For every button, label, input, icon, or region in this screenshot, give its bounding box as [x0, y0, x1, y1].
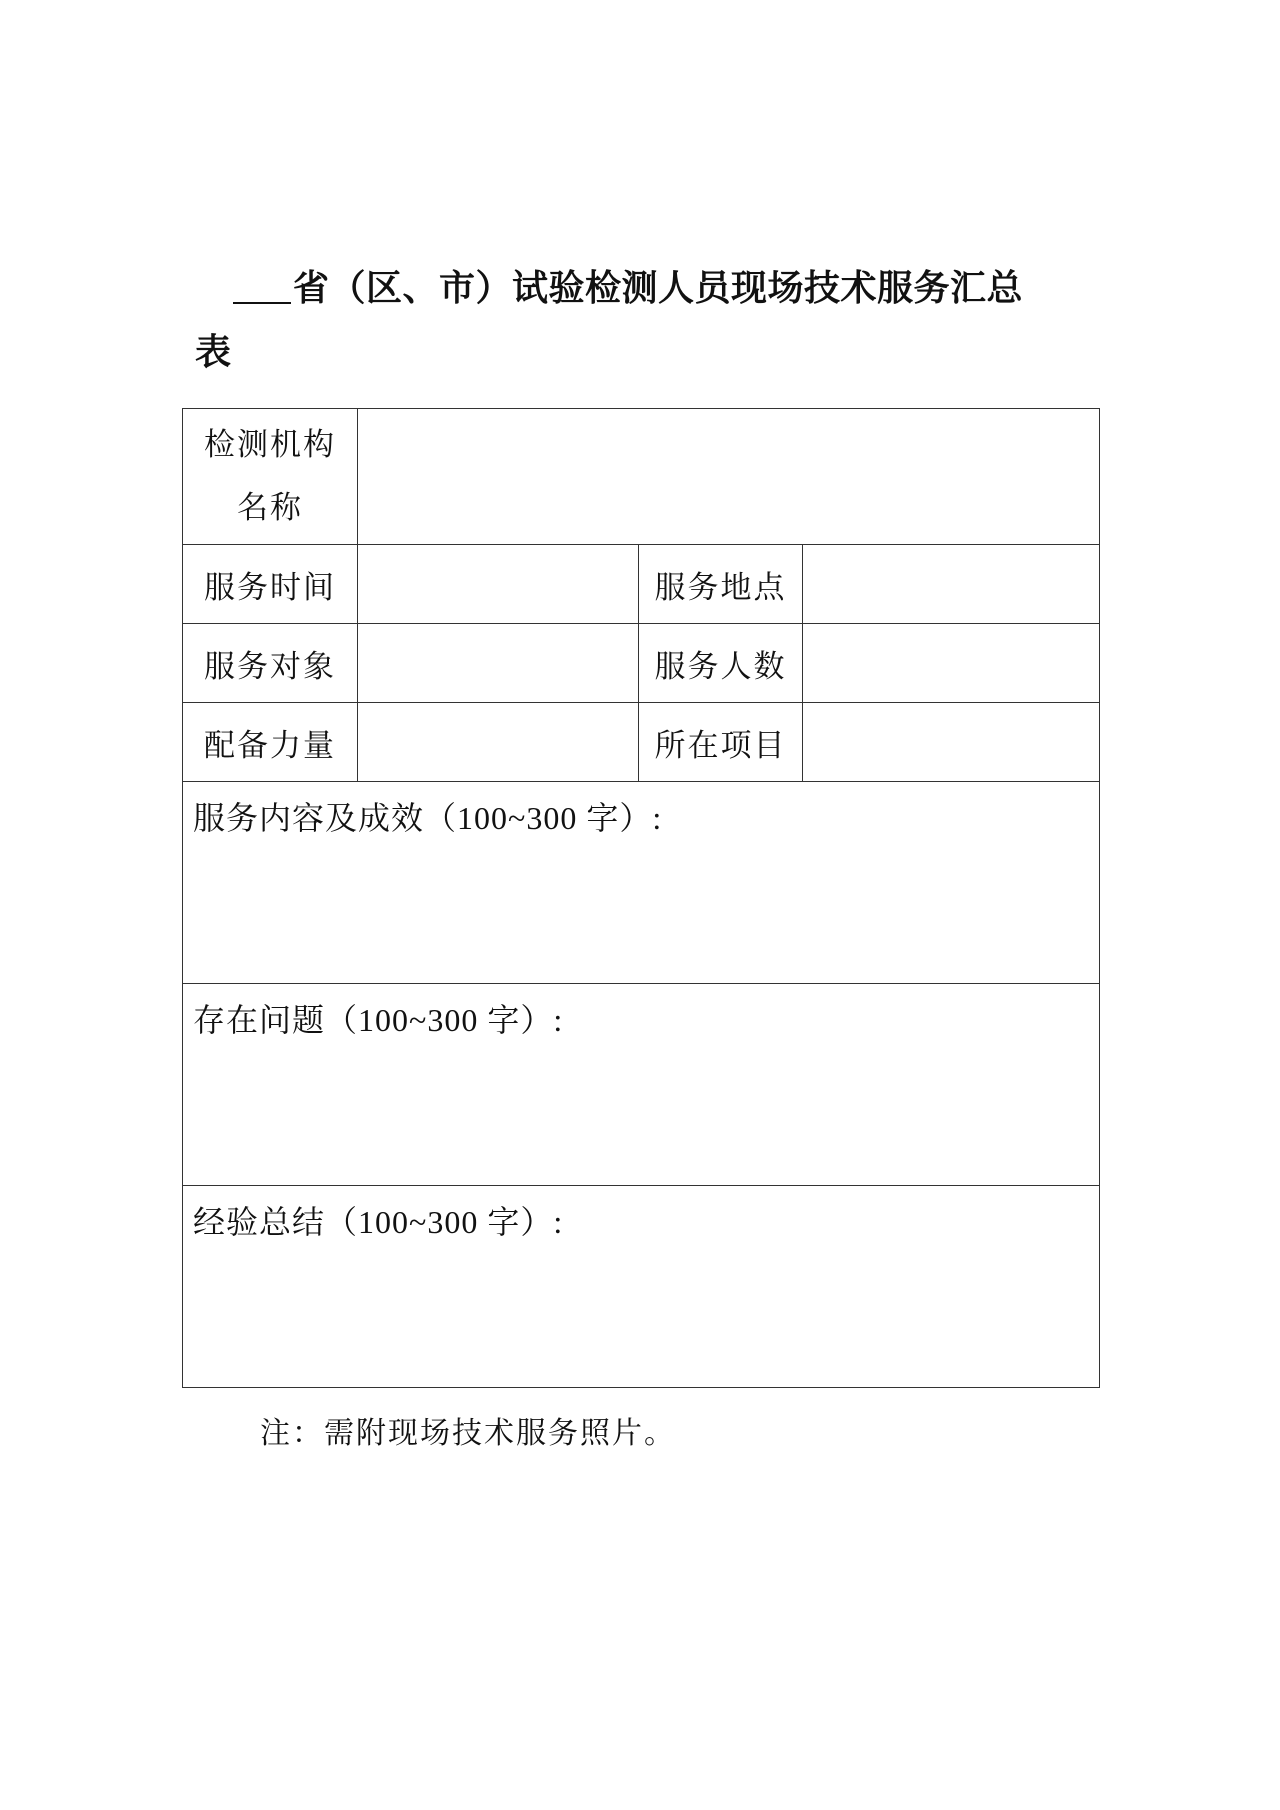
institution-name-label-line2: 名称 — [237, 489, 303, 526]
institution-name-label-line1: 检测机构 — [204, 426, 336, 463]
page-title-text: 省（区、市）试验检测人员现场技术服务汇总 — [293, 268, 1024, 308]
service-target-field[interactable] — [358, 624, 639, 703]
service-content-label: 服务内容及成效（100~300 字）: — [193, 800, 663, 836]
staffing-field[interactable] — [358, 703, 639, 782]
institution-name-field[interactable] — [358, 409, 1100, 545]
staffing-label: 配备力量 — [183, 703, 358, 782]
service-time-field[interactable] — [358, 545, 639, 624]
form-row-time-location — [183, 545, 1100, 624]
service-headcount-label: 服务人数 — [639, 624, 803, 703]
service-location-field[interactable] — [803, 545, 1100, 624]
experience-summary-field[interactable] — [183, 1186, 1100, 1388]
service-headcount-field[interactable] — [803, 624, 1100, 703]
experience-summary-label: 经验总结（100~300 字）: — [193, 1204, 564, 1240]
service-time-label: 服务时间 — [183, 545, 358, 624]
institution-name-label — [183, 409, 358, 545]
issues-field[interactable] — [183, 984, 1100, 1186]
page-title-wrap: 表 — [195, 332, 232, 372]
form-row-issues — [183, 984, 1100, 1186]
project-field[interactable] — [803, 703, 1100, 782]
form-row-institution — [183, 409, 1100, 545]
form-row-staffing-project — [183, 703, 1100, 782]
form-row-service-content — [183, 782, 1100, 984]
province-blank-line[interactable] — [233, 262, 291, 304]
project-label: 所在项目 — [639, 703, 803, 782]
service-summary-form — [182, 408, 1100, 1388]
page-title — [195, 256, 1095, 384]
form-row-experience — [183, 1186, 1100, 1388]
service-content-field[interactable] — [183, 782, 1100, 984]
form-row-target-count — [183, 624, 1100, 703]
service-target-label: 服务对象 — [183, 624, 358, 703]
service-location-label: 服务地点 — [639, 545, 803, 624]
issues-label: 存在问题（100~300 字）: — [193, 1002, 564, 1038]
footnote: 注：需附现场技术服务照片。 — [260, 1416, 676, 1451]
